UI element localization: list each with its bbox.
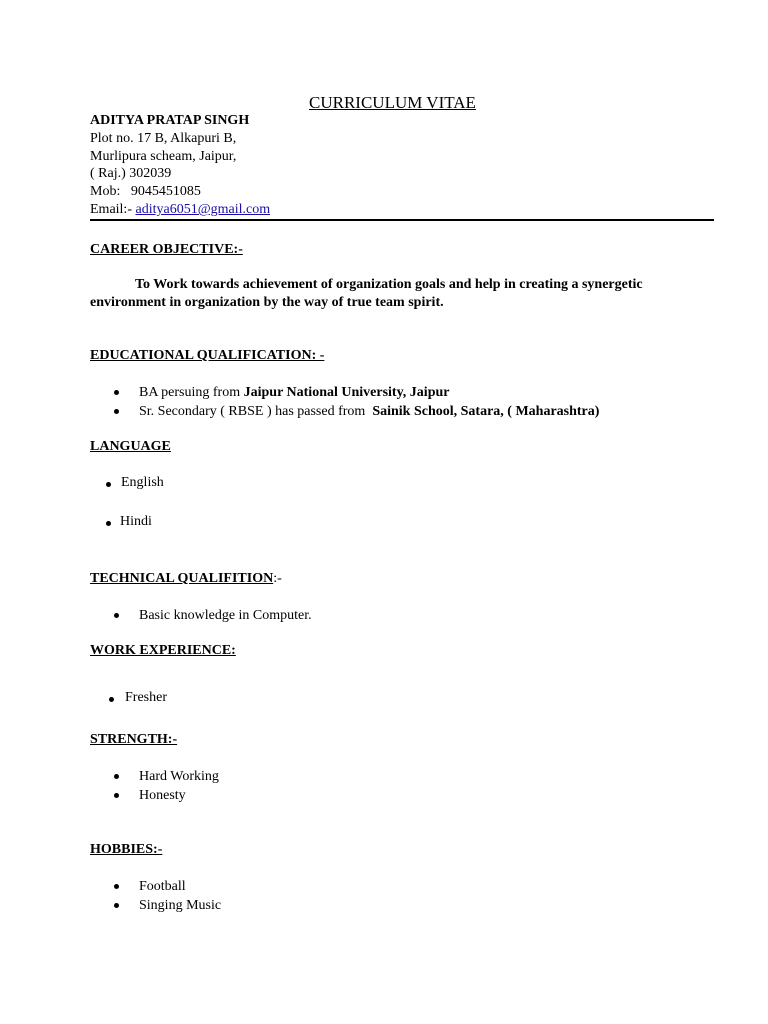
language-item: English [121, 475, 164, 490]
mobile-number: 9045451085 [130, 184, 201, 199]
address-line: Murlipura scheam, Jaipur, [90, 149, 237, 164]
education-heading: EDUCATIONAL QUALIFICATION: - [90, 348, 325, 363]
bullet-icon [114, 409, 119, 414]
email-link[interactable]: aditya6051@gmail.com [135, 202, 271, 217]
technical-item: Basic knowledge in Computer. [139, 608, 312, 623]
bullet-icon [114, 903, 119, 908]
strength-item: Honesty [139, 788, 186, 803]
career-objective-text: To Work towards achievement of organization goals and help in creating a synergetic [135, 277, 643, 292]
email-label: Email:- [90, 202, 132, 217]
bullet-icon [114, 884, 119, 889]
hobbies-heading: HOBBIES:- [90, 842, 163, 857]
hobby-item: Football [139, 879, 186, 894]
education-item [139, 384, 450, 402]
technical-heading: TECHNICAL QUALIFITION [90, 571, 274, 586]
work-experience-item: Fresher [125, 690, 167, 705]
strength-item: Hard Working [139, 769, 219, 784]
bullet-icon [114, 390, 119, 395]
applicant-name: ADITYA PRATAP SINGH [90, 113, 250, 128]
document-title: CURRICULUM VITAE [309, 93, 476, 112]
education-item [139, 403, 599, 421]
bullet-icon [114, 793, 119, 798]
language-heading: LANGUAGE [90, 439, 171, 454]
education-item-text: BA persuing from [139, 385, 244, 400]
education-institution: Jaipur National University, Jaipur [243, 385, 450, 400]
address-line: ( Raj.) 302039 [90, 166, 172, 181]
strength-heading: STRENGTH:- [90, 732, 178, 747]
work-experience-heading: WORK EXPERIENCE: [90, 643, 236, 658]
bullet-icon [109, 697, 114, 702]
bullet-icon [106, 521, 111, 526]
bullet-icon [114, 774, 119, 779]
hobby-item: Singing Music [139, 898, 222, 913]
career-objective-text: environment in organization by the way of true team spirit. [90, 295, 444, 310]
technical-heading-suffix: :- [273, 571, 282, 586]
education-institution: Sainik School, Satara, ( Maharashtra) [372, 404, 600, 419]
technical-heading-line [90, 570, 282, 588]
mobile-line [90, 183, 201, 201]
education-item-text: Sr. Secondary ( RBSE ) has passed from [139, 404, 369, 419]
career-objective-heading: CAREER OBJECTIVE:- [90, 242, 243, 257]
language-item: Hindi [120, 514, 152, 529]
bullet-icon [106, 482, 111, 487]
bullet-icon [114, 613, 119, 618]
header-divider [90, 219, 714, 221]
address-line: Plot no. 17 B, Alkapuri B, [90, 131, 237, 146]
mobile-label: Mob: [90, 184, 121, 199]
email-line [90, 201, 270, 219]
